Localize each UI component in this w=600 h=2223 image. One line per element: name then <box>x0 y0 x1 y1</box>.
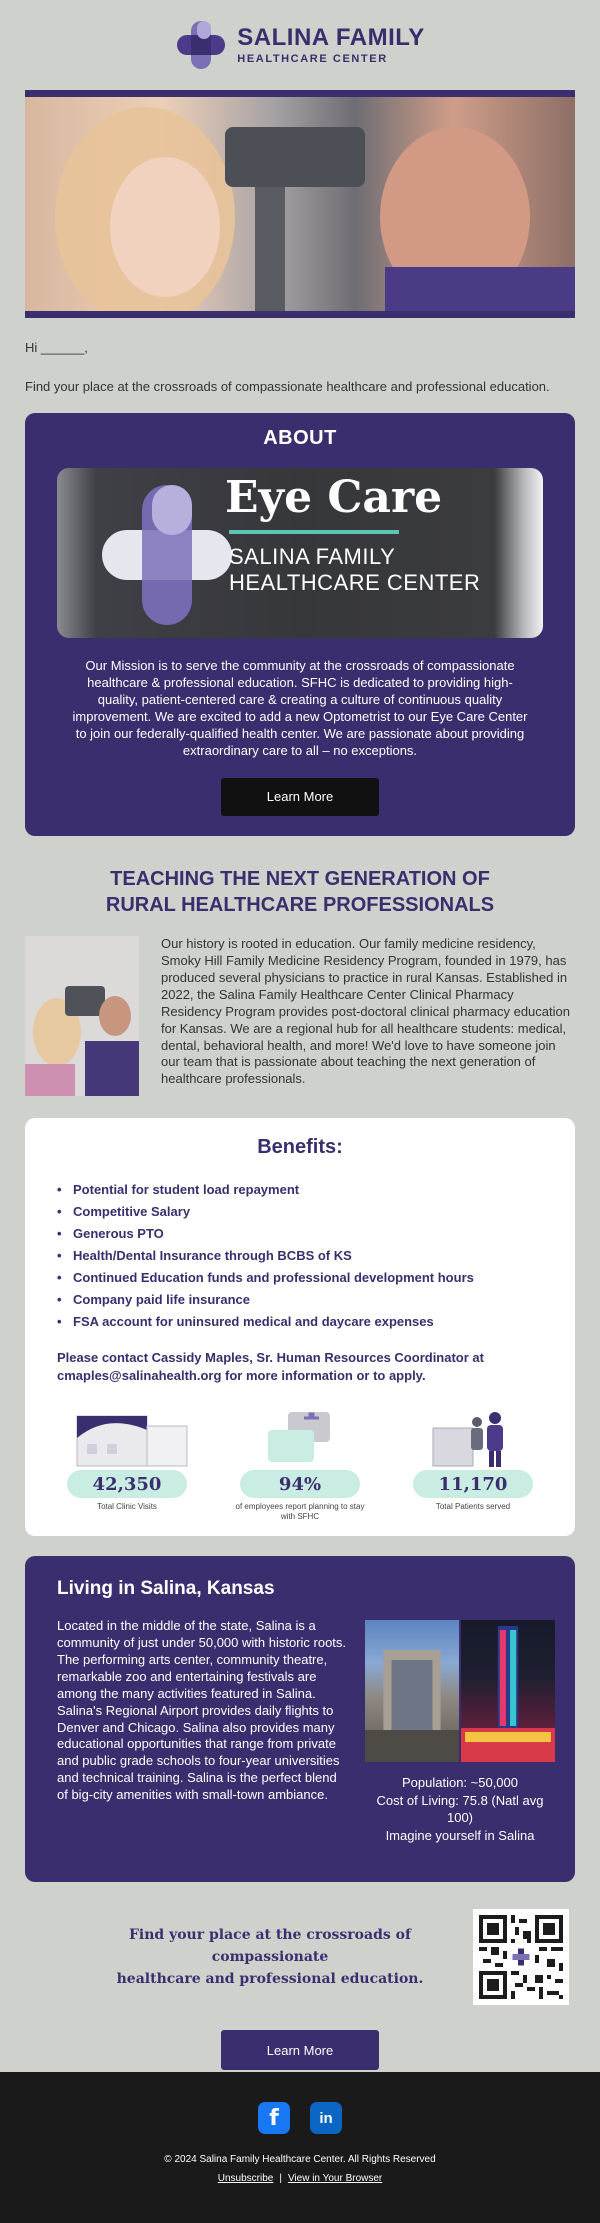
benefit-item: • FSA account for uninsured medical and daycare expenses <box>57 1311 543 1333</box>
stat-value: 94% <box>240 1470 360 1498</box>
brand-logo[interactable] <box>175 19 424 71</box>
teaching-photo <box>25 936 139 1096</box>
teaching-section <box>25 936 575 1096</box>
patient-scale-icon <box>403 1408 543 1470</box>
cta-section <box>25 1902 575 2012</box>
benefits-list <box>57 1179 543 1333</box>
stat-value: 11,170 <box>413 1470 533 1498</box>
copyright-text: © 2024 Salina Family Healthcare Center. All Rights Reserved <box>164 2154 436 2165</box>
view-in-browser-link[interactable]: View in Your Browser <box>287 2173 383 2184</box>
teaching-title-line-1: TEACHING THE NEXT GENERATION OF <box>110 868 490 891</box>
living-title: Living in Salina, Kansas <box>57 1578 275 1600</box>
social-links <box>0 2102 600 2134</box>
living-tagline: Imagine yourself in Salina <box>385 1827 535 1843</box>
cta-text-line-2: healthcare and professional education. <box>116 1971 424 1988</box>
benefit-item: • Generous PTO <box>57 1223 543 1245</box>
footer <box>0 2072 600 2223</box>
header <box>0 0 600 90</box>
stat-label: Total Patients served <box>435 1502 511 1512</box>
cost-of-living-fact: Cost of Living: 75.8 (Natl avg 100) <box>376 1792 544 1826</box>
sign-subtitle-2: HEALTHCARE CENTER <box>229 570 481 596</box>
salina-photos <box>365 1620 555 1762</box>
sign-subtitle-1: SALINA FAMILY <box>229 544 396 570</box>
stat-clinic-visits <box>57 1408 197 1521</box>
sign-title: Eye Care <box>225 472 443 524</box>
brand-subname: HEALTHCARE CENTER <box>237 52 388 65</box>
unsubscribe-link[interactable]: Unsubscribe <box>217 2173 274 2184</box>
theatre-marquee-photo <box>461 1620 555 1762</box>
stat-retention <box>230 1408 370 1521</box>
clinic-building-icon <box>57 1408 197 1470</box>
qr-code-icon <box>479 1915 563 1999</box>
greeting-text: Hi ______, <box>25 340 88 355</box>
living-text: Located in the middle of the state, Salina is a community of just under 50,000 with historic roots. The performing arts center, community theatre, remarkable zoo and entertaining festivals are among the many activities featured in Salina. Salina's Regional Airport provides daily flights to Denver and Chicago. Salina also provides many educational opportunities that range from private and public grade schools to four-year universities and technical training. Salina is the perfect blend of big-city amenities with small-town ambiance. <box>57 1618 347 1803</box>
teaching-title-line-2: RURAL HEALTHCARE PROFESSIONALS <box>105 894 495 917</box>
benefit-item: • Potential for student load repayment <box>57 1179 543 1201</box>
cta-text <box>25 1924 473 1991</box>
cta-learn-more-button[interactable]: Learn More <box>221 2030 379 2070</box>
stat-patients-served <box>403 1408 543 1521</box>
teaching-title <box>25 866 575 918</box>
living-section <box>25 1556 575 1882</box>
living-facts-panel <box>365 1618 555 1844</box>
benefits-title: Benefits: <box>257 1136 343 1159</box>
qr-code[interactable] <box>473 1909 569 2005</box>
benefits-section <box>25 1118 575 1536</box>
about-title: ABOUT <box>263 427 337 450</box>
intro-text: Find your place at the crossroads of compassionate healthcare and professional education. <box>25 379 550 394</box>
mission-text: Our Mission is to serve the community at the crossroads of compassionate healthcare & professional education. SFHC is dedicated to providing high-quality, patient-centered care & creating a culture of continuous quality improvement. We are excited to add a new Optometrist to our Eye Care Center to join our federally-qualified health center. We are passionate about providing extraordinary care to all – no exceptions. <box>72 658 528 758</box>
facebook-icon[interactable]: f <box>258 2102 290 2134</box>
linkedin-icon[interactable]: in <box>310 2102 342 2134</box>
contact-text: Please contact Cassidy Maples, Sr. Human Resources Coordinator at cmaples@salinahealth.org for more information or to apply. <box>57 1350 484 1383</box>
about-learn-more-button[interactable]: Learn More <box>221 778 379 816</box>
mural-building-photo <box>365 1620 459 1762</box>
population-fact: Population: ~50,000 <box>401 1775 519 1791</box>
eye-care-sign-image <box>57 468 543 638</box>
stats-row <box>57 1408 543 1521</box>
teaching-text: Our history is rooted in education. Our family medicine residency, Smoky Hill Family Medicine Residency Program, founded in 1979, has produced several physicians to practice in rural Kansas. Established in 2022, the Salina Family Healthcare Center Clinical Pharmacy Residency Program provides post-doctoral clinical pharmacy education for Kansas. We are a regional hub for all healthcare students: medical, dental, behavioral health, and more! We'd love to have someone join our team that is passionate about teaching the next generation of healthcare professionals. <box>161 936 570 1087</box>
benefit-item: • Company paid life insurance <box>57 1289 543 1311</box>
plus-cross-logo-icon <box>175 19 227 71</box>
footer-links <box>0 2173 600 2184</box>
mural-photo <box>365 1620 459 1762</box>
eye-exam-photo <box>25 97 575 311</box>
stat-value: 42,350 <box>67 1470 187 1498</box>
plus-cross-logo-icon <box>97 480 237 630</box>
optometry-training-photo <box>25 936 139 1096</box>
about-section <box>25 413 575 836</box>
cta-text-line-1: Find your place at the crossroads of compassionate <box>128 1926 412 1966</box>
sign-divider <box>229 530 399 534</box>
marquee-photo <box>461 1620 555 1762</box>
benefit-item: • Competitive Salary <box>57 1201 543 1223</box>
stat-label: of employees report planning to stay with SFHC <box>235 1502 365 1521</box>
link-separator: | <box>279 2173 282 2184</box>
hero-image <box>25 90 575 318</box>
benefit-item: • Continued Education funds and professional development hours <box>57 1267 543 1289</box>
stat-label: Total Clinic Visits <box>97 1502 157 1512</box>
benefit-item: • Health/Dental Insurance through BCBS of KS <box>57 1245 543 1267</box>
brand-name: SALINA FAMILY <box>237 23 425 51</box>
chat-bubbles-icon <box>230 1408 370 1470</box>
